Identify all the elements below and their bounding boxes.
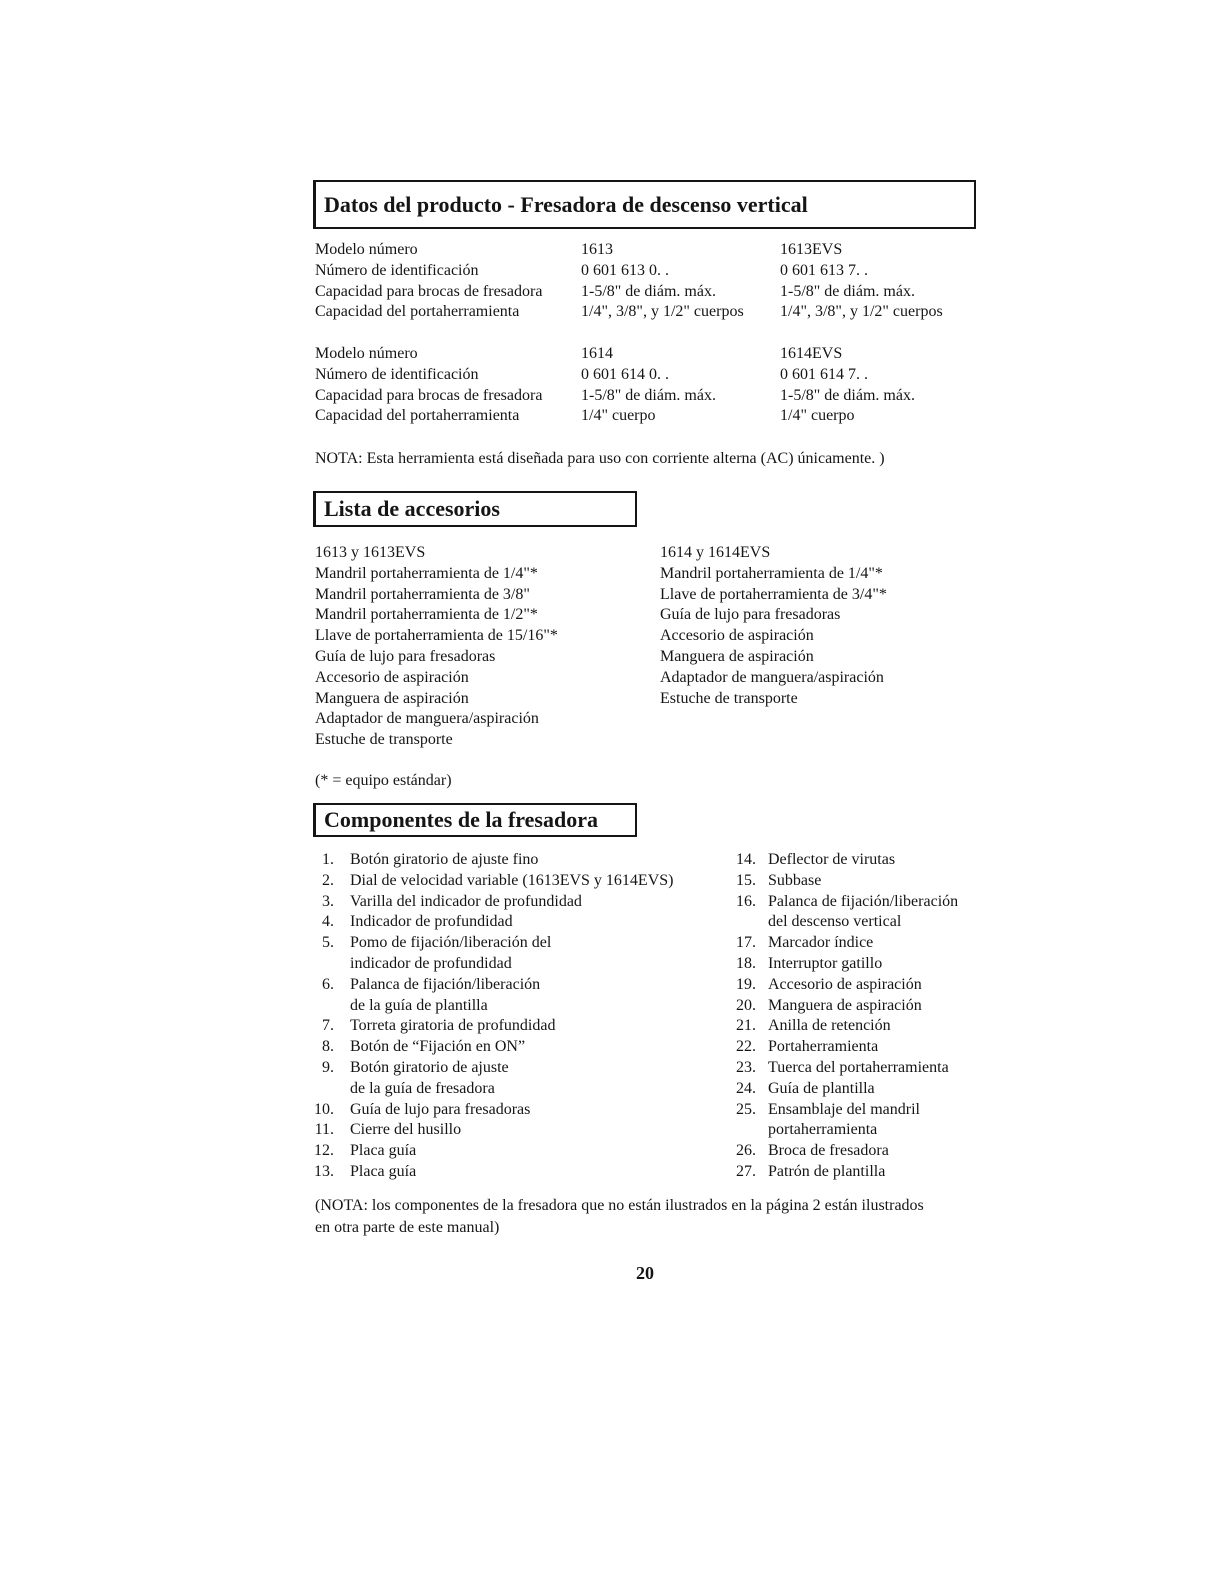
component-number: 17. <box>736 934 756 952</box>
component-item <box>313 850 673 871</box>
component-name-line: Varilla del indicador de profundidad <box>350 892 582 910</box>
accessory-list-heading: 1614 y 1614EVS <box>660 544 771 561</box>
spec-table-1614 <box>315 344 915 427</box>
spec-value-model-b: 0 601 614 7. . <box>780 365 868 383</box>
component-item <box>733 954 958 975</box>
component-name-line: Tuerca del portaherramienta <box>768 1058 949 1076</box>
component-name-line: Portaherramienta <box>768 1038 879 1056</box>
spec-value-model-a: 0 601 614 0. . <box>581 365 669 383</box>
spec-value-model-b: 0 601 613 7. . <box>780 261 868 279</box>
component-name-line: Guía de lujo para fresadoras <box>350 1100 531 1118</box>
components-title-box <box>313 803 637 837</box>
component-name <box>768 933 873 954</box>
component-list-left <box>313 850 673 1183</box>
component-name <box>350 933 551 975</box>
component-item <box>313 912 673 933</box>
component-name <box>768 1162 885 1183</box>
component-item <box>733 1079 958 1100</box>
spec-value-model-b: 1613EVS <box>780 241 843 258</box>
component-name-line: Patrón de plantilla <box>768 1162 886 1180</box>
components-note <box>315 1195 924 1239</box>
spec-row <box>315 344 915 365</box>
component-name-line: Anilla de retención <box>768 1017 891 1035</box>
product-data-title: Datos del producto - Fresadora de descenso vertical <box>324 191 808 217</box>
component-name-line: Botón giratorio de ajuste fino <box>350 851 539 868</box>
component-number: 16. <box>736 892 756 910</box>
component-name-line: Marcador índice <box>768 934 874 952</box>
component-number: 22. <box>736 1038 756 1056</box>
component-item <box>733 1058 958 1079</box>
component-number: 7. <box>322 1017 334 1035</box>
component-name-line: del descenso vertical <box>768 913 902 931</box>
component-name-line: Pomo de fijación/liberación del <box>350 934 552 952</box>
component-name-line: de la guía de plantilla <box>350 996 488 1014</box>
component-item <box>313 933 673 975</box>
component-number: 4. <box>322 913 334 931</box>
spec-label: Número de identificación <box>315 365 479 383</box>
accessory-item: Estuche de transporte <box>315 731 453 749</box>
spec-value-model-a: 1/4" cuerpo <box>581 407 656 425</box>
component-name <box>768 871 821 892</box>
accessory-item: Estuche de transporte <box>660 689 798 707</box>
component-name <box>350 1037 525 1058</box>
product-note: NOTA: Esta herramienta está diseñada para uso con corriente alterna (AC) únicamente. ) <box>315 450 885 467</box>
component-item <box>733 975 958 996</box>
spec-value-model-a: 1-5/8" de diám. máx. <box>581 386 716 404</box>
component-name-line: Botón giratorio de ajuste <box>350 1058 509 1076</box>
accessory-item: Accesorio de aspiración <box>660 627 814 645</box>
component-name-line: indicador de profundidad <box>350 954 512 972</box>
component-name <box>350 1016 555 1037</box>
component-name-line: Cierre del husillo <box>350 1121 462 1139</box>
component-name-line: Torreta giratoria de profundidad <box>350 1017 556 1035</box>
component-number: 18. <box>736 954 756 972</box>
component-name <box>350 1141 416 1162</box>
accessories-footnote: (* = equipo estándar) <box>315 772 452 789</box>
component-name-line: Broca de fresadora <box>768 1142 889 1160</box>
accessory-item: Guía de lujo para fresadoras <box>660 606 841 624</box>
accessories-title-box <box>313 491 637 527</box>
component-name-line: Interruptor gatillo <box>768 954 883 972</box>
spec-label: Capacidad para brocas de fresadora <box>315 386 543 404</box>
component-name <box>768 1141 889 1162</box>
components-title: Componentes de la fresadora <box>324 807 598 832</box>
spec-row <box>315 386 915 407</box>
spec-row <box>315 302 943 323</box>
spec-table-1613 <box>315 240 943 323</box>
spec-row <box>315 282 943 303</box>
component-item <box>733 1016 958 1037</box>
component-name-line: Indicador de profundidad <box>350 913 513 931</box>
accessory-item: Guía de lujo para fresadoras <box>315 647 496 665</box>
accessory-list-heading: 1613 y 1613EVS <box>315 544 426 561</box>
component-name-line: Dial de velocidad variable (1613EVS y 1614EVS) <box>350 871 674 889</box>
component-number: 14. <box>736 851 756 868</box>
component-number: 24. <box>736 1079 756 1097</box>
component-item <box>733 850 958 871</box>
spec-row <box>315 365 915 386</box>
component-name <box>768 1058 949 1079</box>
component-name <box>768 996 922 1017</box>
component-number: 26. <box>736 1142 756 1160</box>
accessory-item: Mandril portaherramienta de 3/8" <box>315 585 530 603</box>
component-name-line: Subbase <box>768 871 822 889</box>
component-number: 9. <box>322 1058 334 1076</box>
accessory-item: Adaptador de manguera/aspiración <box>315 710 539 728</box>
component-list-right <box>733 850 958 1183</box>
spec-value-model-a: 0 601 613 0. . <box>581 261 669 279</box>
spec-row <box>315 240 943 261</box>
spec-value-model-a: 1-5/8" de diám. máx. <box>581 282 716 300</box>
component-item <box>733 933 958 954</box>
component-name <box>768 975 922 996</box>
component-number: 21. <box>736 1017 756 1035</box>
component-name <box>350 1120 461 1141</box>
component-name <box>768 1037 878 1058</box>
component-name-line: Ensamblaje del mandril <box>768 1100 920 1118</box>
accessory-item: Llave de portaherramienta de 15/16"* <box>315 627 558 645</box>
component-name-line: Palanca de fijación/liberación <box>350 975 541 993</box>
accessories-title: Lista de accesorios <box>324 496 500 521</box>
component-item <box>313 975 673 1017</box>
component-name-line: portaherramienta <box>768 1121 878 1139</box>
component-name-line: Placa guía <box>350 1142 417 1160</box>
component-name <box>350 912 513 933</box>
components-note-line: (NOTA: los componentes de la fresadora que no están ilustrados en la página 2 están ilustrados <box>315 1197 924 1214</box>
spec-label: Capacidad para brocas de fresadora <box>315 282 543 300</box>
spec-label: Modelo número <box>315 345 418 362</box>
component-item <box>733 871 958 892</box>
component-name <box>350 975 540 1017</box>
component-name-line: Manguera de aspiración <box>768 996 922 1014</box>
component-item <box>313 1058 673 1100</box>
component-name <box>768 850 895 871</box>
component-item <box>313 1120 673 1141</box>
component-number: 10. <box>314 1100 334 1118</box>
component-number: 8. <box>322 1038 334 1056</box>
component-item <box>313 1100 673 1121</box>
component-name <box>350 892 582 913</box>
component-name-line: Deflector de virutas <box>768 851 896 868</box>
accessory-item: Mandril portaherramienta de 1/4"* <box>315 564 538 582</box>
component-name <box>350 850 538 871</box>
component-name <box>350 1162 416 1183</box>
component-number: 20. <box>736 996 756 1014</box>
component-item <box>733 1037 958 1058</box>
component-number: 11. <box>314 1121 334 1139</box>
component-name <box>768 1079 875 1100</box>
component-number: 1. <box>322 851 334 868</box>
component-number: 6. <box>322 975 334 993</box>
component-item <box>733 1141 958 1162</box>
product-data-title-box <box>313 180 976 229</box>
spec-label: Número de identificación <box>315 261 479 279</box>
accessory-list-1613 <box>315 543 558 751</box>
accessory-item: Accesorio de aspiración <box>315 668 469 686</box>
component-name-line: Botón de “Fijación en ON” <box>350 1038 526 1056</box>
accessory-item: Manguera de aspiración <box>315 689 469 707</box>
spec-label: Capacidad del portaherramienta <box>315 407 520 425</box>
component-name-line: Placa guía <box>350 1162 417 1180</box>
component-item <box>313 871 673 892</box>
component-number: 5. <box>322 934 334 952</box>
component-number: 2. <box>322 871 334 889</box>
accessory-list-1614 <box>660 543 887 709</box>
component-number: 27. <box>736 1162 756 1180</box>
component-item <box>313 1162 673 1183</box>
accessory-item: Adaptador de manguera/aspiración <box>660 668 884 686</box>
spec-row <box>315 406 915 427</box>
component-item <box>733 996 958 1017</box>
component-name <box>350 1058 509 1100</box>
spec-label: Capacidad del portaherramienta <box>315 303 520 321</box>
spec-label: Modelo número <box>315 241 418 258</box>
spec-value-model-b: 1/4", 3/8", y 1/2" cuerpos <box>780 303 943 321</box>
component-name <box>768 1016 891 1037</box>
component-number: 12. <box>314 1142 334 1160</box>
page-number: 20 <box>636 1263 654 1283</box>
component-item <box>313 1037 673 1058</box>
accessory-item: Manguera de aspiración <box>660 647 814 665</box>
spec-value-model-b: 1-5/8" de diám. máx. <box>780 282 915 300</box>
spec-row <box>315 261 943 282</box>
spec-value-model-b: 1/4" cuerpo <box>780 407 855 425</box>
component-number: 3. <box>322 892 334 910</box>
component-item <box>313 892 673 913</box>
component-number: 25. <box>736 1100 756 1118</box>
component-name <box>350 1100 530 1121</box>
components-note-line: en otra parte de este manual) <box>315 1219 500 1236</box>
component-name-line: Accesorio de aspiración <box>768 975 922 993</box>
component-number: 19. <box>736 975 756 993</box>
spec-value-model-a: 1614 <box>581 345 613 362</box>
spec-value-model-b: 1-5/8" de diám. máx. <box>780 386 915 404</box>
component-name-line: Guía de plantilla <box>768 1079 875 1097</box>
spec-value-model-b: 1614EVS <box>780 345 843 362</box>
component-name <box>768 1100 920 1142</box>
component-item <box>733 1100 958 1142</box>
component-number: 13. <box>314 1162 334 1180</box>
accessory-item: Llave de portaherramienta de 3/4"* <box>660 585 887 603</box>
component-item <box>733 1162 958 1183</box>
component-name-line: de la guía de fresadora <box>350 1079 495 1097</box>
spec-value-model-a: 1613 <box>581 241 613 258</box>
component-name <box>768 892 958 934</box>
accessory-item: Mandril portaherramienta de 1/2"* <box>315 606 538 624</box>
component-name <box>768 954 882 975</box>
spec-value-model-a: 1/4", 3/8", y 1/2" cuerpos <box>581 303 744 321</box>
component-name-line: Palanca de fijación/liberación <box>768 892 959 910</box>
component-number: 23. <box>736 1058 756 1076</box>
component-name <box>350 871 673 892</box>
component-number: 15. <box>736 871 756 889</box>
component-item <box>313 1016 673 1037</box>
accessory-item: Mandril portaherramienta de 1/4"* <box>660 564 883 582</box>
component-item <box>313 1141 673 1162</box>
component-item <box>733 892 958 934</box>
